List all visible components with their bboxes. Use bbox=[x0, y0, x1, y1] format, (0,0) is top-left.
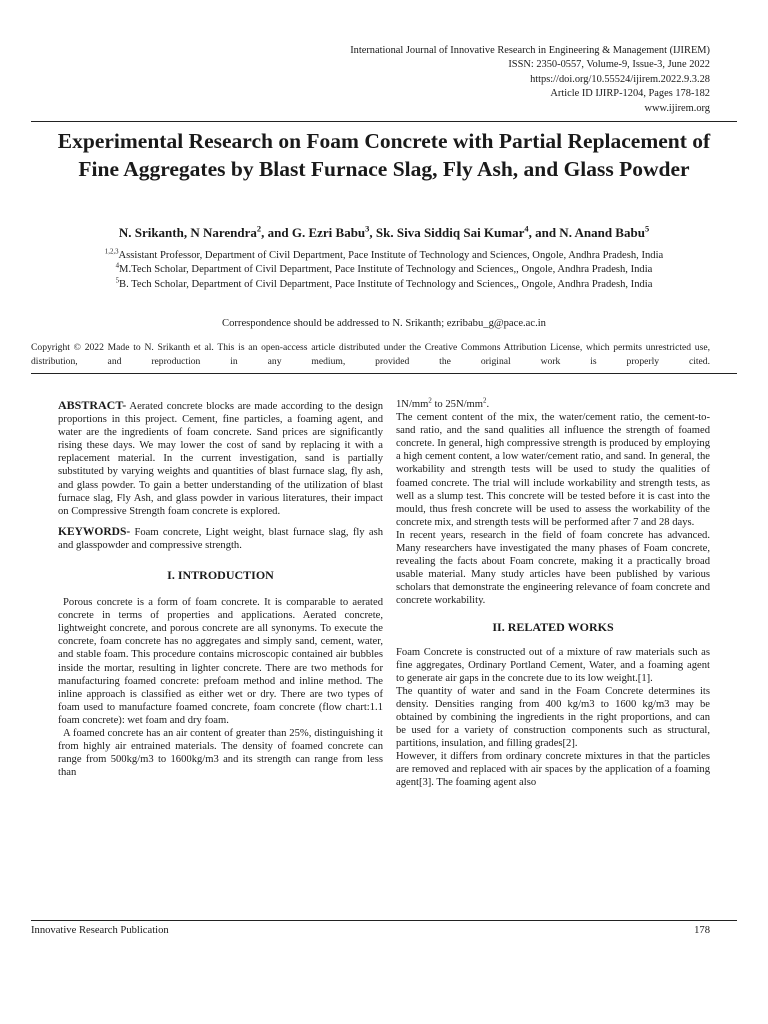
intro-paragraph-4: In recent years, research in the field of foam concrete has advanced. Many researchers have investigated the many phases of Foam concrete, revealing the facts about Foam concrete, making it a practically broad usable material. Many study articles have been published by various scholars that demonstrate the engineering relevance of foam concrete and concrete workability. bbox=[396, 529, 710, 607]
affiliation-3 bbox=[50, 278, 718, 292]
affiliation-2 bbox=[50, 263, 718, 277]
paper-title: Experimental Research on Foam Concrete with Partial Replacement of Fine Aggregates by Blast Furnace Slag, Fly Ash, and Glass Powder bbox=[57, 129, 711, 181]
affiliation-superscript: 5 bbox=[115, 277, 119, 285]
issn-line: ISSN: 2350-0557, Volume-9, Issue-3, June 2022 bbox=[508, 59, 710, 71]
author-text: , Sk. Siva Siddiq Sai Kumar bbox=[369, 225, 525, 240]
article-id: Article ID IJIRP-1204, Pages 178-182 bbox=[550, 88, 710, 100]
doi-link[interactable]: https://doi.org/10.55524/ijirem.2022.9.3.28 bbox=[530, 73, 710, 85]
author-superscript: 3 bbox=[365, 223, 370, 234]
footer-rule bbox=[31, 920, 737, 921]
affiliation-superscript: 4 bbox=[115, 262, 120, 270]
journal-name: International Journal of Innovative Research in Engineering & Management (IJIREM) bbox=[350, 45, 710, 56]
right-column bbox=[396, 398, 710, 790]
affiliation-text: M.Tech Scholar, Department of Civil Department, Pace Institute of Technology and Sciences,, Ongole, Andhra Pradesh, India bbox=[119, 264, 653, 276]
unit-superscript: 2 bbox=[428, 397, 432, 405]
keywords-text: Foam concrete, Light weight, blast furnace slag, fly ash and glasspowder and compressive strength. bbox=[58, 526, 383, 551]
abstract bbox=[58, 399, 383, 518]
author-text: N. Srikanth, N Narendra bbox=[118, 225, 257, 240]
related-paragraph-2: The quantity of water and sand in the Foam Concrete determines its density. Densities ranging from 400 kg/m3 to 1600 kg/m3 may be obtained by combining the ingredients in the right proportions, and can be used for a variety of construction components such as structural, partitions, insulation, and filling grades[2]. bbox=[396, 685, 710, 750]
spacer bbox=[58, 518, 383, 526]
footer-publisher: Innovative Research Publication bbox=[31, 925, 169, 936]
related-paragraph-1: Foam Concrete is constructed out of a mixture of raw materials such as fine aggregates, Ordinary Portland Cement, Water, and a foaming agent to generate air gaps in the concrete due to its low weight.[1]. bbox=[396, 646, 710, 684]
author-list bbox=[40, 224, 728, 241]
affiliation-superscript: 1,2,3 bbox=[104, 248, 119, 256]
journal-header bbox=[250, 44, 710, 116]
unit-text: . bbox=[486, 399, 490, 410]
density-range-line bbox=[396, 398, 710, 411]
author-text: , and N. Anand Babu bbox=[528, 225, 645, 240]
author-superscript: 4 bbox=[524, 223, 529, 234]
intro-paragraph-1: Porous concrete is a form of foam concrete. It is comparable to aerated concrete in terms of properties and applications. Aerated concrete, lightweight concrete, and porous concrete are all synonyms. To execute the concrete, foam concrete has no aggregates and simply sand, cement, water, and stable foam. This procedure contains microscopic contained air bubbles inside the mortar, resulting in lighter concrete. There are two methods for manufacturing foamed concrete: prefoam method and inline method. The inline approach is classified as either wet or dry. There are two types of foam used to manufacture foamed concrete, foam concrete (flow chart:1.1 foam concrete): wet foam and dry foam. bbox=[58, 597, 383, 726]
unit-text: 1N/mm bbox=[396, 399, 429, 410]
page-number: 178 bbox=[694, 925, 710, 936]
affiliation-text: Assistant Professor, Department of Civil Department, Pace Institute of Technology and Sciences, Ongole, Andhra Pradesh, India bbox=[118, 250, 664, 261]
section-rule bbox=[31, 373, 737, 374]
abstract-label: ABSTRACT- bbox=[58, 398, 127, 412]
section-heading-introduction: I. INTRODUCTION bbox=[167, 568, 274, 583]
author-text: , and G. Ezri Babu bbox=[261, 225, 366, 240]
journal-website[interactable]: www.ijirem.org bbox=[644, 102, 710, 114]
related-paragraph-3: However, it differs from ordinary concrete mixtures in that the particles are removed and replaced with air spaces by the application of a foaming agent[3]. The foaming agent also bbox=[396, 751, 710, 789]
keywords-label: KEYWORDS- bbox=[58, 525, 131, 538]
unit-superscript: 2 bbox=[483, 397, 487, 405]
left-column bbox=[58, 399, 383, 779]
affiliation-1 bbox=[50, 249, 718, 263]
affiliation-text: B. Tech Scholar, Department of Civil Department, Pace Institute of Technology and Sciences,, Ongole, Andhra Pradesh, India bbox=[119, 278, 653, 290]
abstract-text: Aerated concrete blocks are made according to the design proportions in this project. Cement, fine particles, a foaming agent, and water are the ingredients of foam concrete. Sand prices are significantly rising these days. We may lower the cost of sand by replacing it with a replacement material. In the current investigation, sand is partially substituted by varying weights and quantities of blast furnace slag, fly ash, and glass powder. To gain a better understanding of the utilization of blast furnace slag, Fly Ash, and glass powder in various literatures, their impact on Compressive Strength foam concrete is explored. bbox=[58, 401, 383, 517]
author-superscript: 2 bbox=[256, 223, 262, 234]
author-superscript: 5 bbox=[644, 223, 650, 234]
correspondence-line: Correspondence should be addressed to N. Srikanth; ezribabu_g@pace.ac.in bbox=[222, 318, 546, 329]
keywords bbox=[58, 526, 383, 552]
unit-text: to 25N/mm bbox=[431, 399, 484, 410]
header-rule bbox=[31, 121, 737, 122]
intro-paragraph-3: The cement content of the mix, the water/cement ratio, the cement-to-sand ratio, and the sand qualities all influence the strength of foamed concrete. In general, high compressive strength is produced by employing a high cement content, a low water/cement ratio, and sand. In general, the workability and strength tests will be used to study the qualities of foamed concrete. The trial will include workability and strength tests, as well as a slump test. This concrete will be tested before it is cast into the mould, thus fresh concrete will be used to assess the workability of the concrete mix, and strength tests will be performed after 7 and 28 days. bbox=[396, 412, 710, 528]
affiliations bbox=[50, 249, 718, 292]
intro-paragraph-2: A foamed concrete has an air content of greater than 25%, distinguishing it from highly air entrained materials. The density of foamed concrete can range from 500kg/m3 to 1600kg/m3 and its strength can range from less than bbox=[58, 727, 383, 779]
section-heading-related-works: II. RELATED WORKS bbox=[492, 619, 614, 634]
copyright-notice: Copyright © 2022 Made to N. Srikanth et al. This is an open-access article distributed under the Creative Commons Attribution License, which permits unrestricted use, distribution, and reproduction in any medium, provided the original work is properly cited. bbox=[31, 342, 710, 367]
